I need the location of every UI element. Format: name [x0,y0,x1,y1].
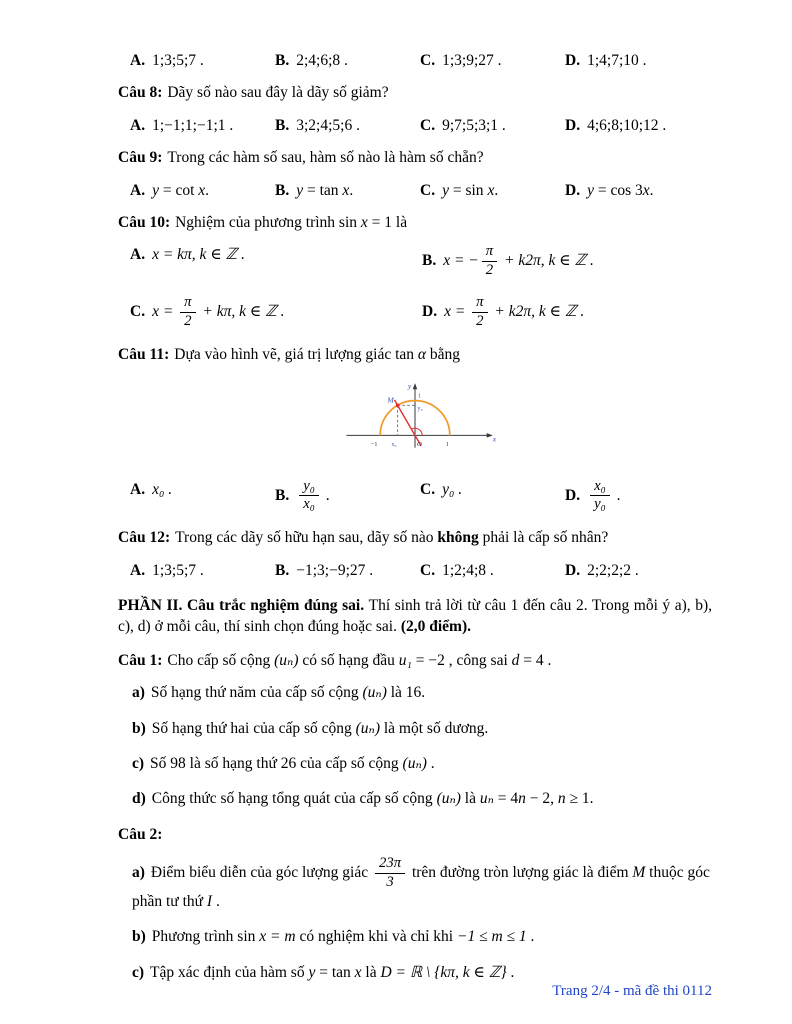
question-text: Dãy số nào sau đây là dãy số giảm? [167,84,389,102]
option-text: y = cos 3x. [587,181,654,199]
question-text: Dựa vào hình vẽ, giá trị lượng giác tan α bằng [174,345,461,363]
option-letter: C. [420,116,436,134]
option-text: y = tan x. [296,181,354,199]
option-letter: A. [130,181,146,199]
item-text: Công thức số hạng tổng quát của cấp số cộng (uₙ) là uₙ = 4n − 2, n ≥ 1. [151,790,594,808]
option-letter: A. [130,116,146,134]
option-letter: C. [420,181,436,199]
question-number: Câu 2: [118,825,163,843]
item-text: Tập xác định của hàm số y = tan x là D = ℝ \ {kπ, k ∈ ℤ} . [150,963,515,981]
option-D [565,479,712,514]
question7-options [118,50,712,71]
option-letter: D. [565,486,581,504]
item-letter: c) [132,963,145,981]
option-letter: D. [422,302,438,320]
option-D [565,115,712,136]
figure-label-O: O [417,441,422,449]
option-letter: B. [275,116,290,134]
item-letter: a) [132,864,145,882]
figure-label-1x: 1 [445,442,449,449]
option-text: x = $\frac{\pi}{2}$ + k2π, k ∈ ℤ . [444,294,585,329]
question-12 [118,527,712,548]
option-B [275,560,420,581]
option-letter: B. [275,52,290,69]
option-text: 1;3;5;7 . [152,561,204,579]
question10-options [118,244,712,330]
tf1-item-d [118,788,712,809]
unit-circle-figure [118,376,712,468]
option-text: x = $\frac{\pi}{2}$ + kπ, k ∈ ℤ . [152,294,285,329]
option-D [565,560,712,581]
item-text: Số 98 là số hạng thứ 26 của cấp số cộng (uₙ) . [150,754,435,772]
option-D [422,295,712,330]
option-text: y = sin x. [442,181,499,199]
option-A [130,115,275,136]
y-axis-arrow-icon [413,383,418,389]
unit-circle-svg [327,376,503,462]
tf1-item-b [118,718,712,739]
question-number: Câu 8: [118,84,163,102]
option-D [565,180,712,201]
option-C [420,560,565,581]
option-letter: C. [420,52,436,69]
option-A [130,479,275,514]
item-text: Số hạng thứ hai của cấp số cộng (uₙ) là một số dương. [151,719,489,737]
option-letter: D. [565,561,581,579]
option-B [275,479,420,514]
page-footer: Trang 2/4 - mã đề thi 0112 [552,983,712,1000]
option-C [420,115,565,136]
option-C [420,180,565,201]
option-B [275,115,420,136]
option-B [275,180,420,201]
question-number: Câu 9: [118,149,163,167]
option-A [130,244,422,279]
item-text: Số hạng thứ năm của cấp số cộng (uₙ) là 16. [150,684,426,702]
option-text: −1;3;−9;27 . [296,561,374,579]
question8-options [118,115,712,136]
option-text: 2;4;6;8 . [296,52,348,69]
option-text: 4;6;8;10;12 . [587,116,667,134]
option-letter: A. [130,561,146,579]
figure-label-minus1: −1 [370,442,378,449]
option-letter: D. [565,116,581,134]
option-letter: B. [275,561,290,579]
figure-label-y0: y₀ [417,405,423,412]
option-A [130,560,275,581]
option-letter: D. [565,52,581,69]
option-text: y = cot x. [152,181,210,199]
question-8 [118,82,712,103]
question-text: Cho cấp số cộng (uₙ) có số hạng đầu u₁ = −2 , công sai d = 4 . [167,651,552,669]
question-number: Câu 12: [118,529,171,547]
option-letter: A. [130,52,146,69]
item-text: Phương trình sin x = m có nghiệm khi và chỉ khi −1 ≤ m ≤ 1 . [151,928,535,946]
option-letter: B. [422,252,437,270]
option-text: 2;2;2;2 . [587,561,639,579]
question12-options [118,560,712,581]
question-11 [118,344,712,365]
option-letter: C. [130,302,146,320]
figure-label-M: M [387,395,394,405]
figure-label-x: x [492,434,497,444]
tf-question-1 [118,650,712,671]
question9-options [118,180,712,201]
option-letter: C. [420,561,436,579]
option-text: 1;3;5;7 . [152,52,204,69]
option-text: x₀ . [152,480,173,498]
item-text: Điểm biểu diễn của góc lượng giác $\frac{23\pi}{3}$ trên đường tròn lượng giác là điểm M thuộc góc phần tư thứ I . [132,855,710,910]
tf2-item-b [118,926,712,947]
option-text: 1;4;7;10 . [587,52,647,69]
question-number: Câu 11: [118,345,170,363]
option-letter: C. [420,480,436,498]
item-letter: b) [132,928,146,946]
tf1-item-a [118,682,712,703]
figure-label-1y: 1 [418,393,422,400]
option-text: 1;2;4;8 . [442,561,494,579]
item-letter: d) [132,790,146,808]
item-letter: b) [132,719,146,737]
question-text: Trong các dãy số hữu hạn sau, dãy số nào không phải là cấp số nhân? [175,529,609,547]
question-10 [118,212,712,233]
tf2-item-c [118,962,712,983]
item-letter: a) [132,684,145,702]
point-M-dot [396,404,400,408]
option-A [130,50,275,71]
option-letter: A. [130,480,146,498]
question-9 [118,147,712,168]
option-text: 1;3;9;27 . [442,52,502,69]
option-B [275,50,420,71]
question-text: Trong các hàm số sau, hàm số nào là hàm số chẵn? [167,149,484,167]
option-letter: A. [130,246,146,264]
question-text: Nghiệm của phương trình sin x = 1 là [175,213,408,231]
option-A [130,180,275,201]
tf1-item-c [118,753,712,774]
figure-label-y: y [407,381,412,391]
question11-options [118,479,712,514]
option-letter: B. [275,486,290,504]
question-number: Câu 10: [118,213,171,231]
item-letter: c) [132,754,145,772]
option-letter: D. [565,181,581,199]
option-text: 1;−1;1;−1;1 . [152,116,234,134]
option-text: y₀ . [442,480,463,498]
option-text: 9;7;5;3;1 . [442,116,506,134]
option-C [420,479,565,514]
option-text: $\frac{\text{x₀}}{\text{y₀}}$ . [587,487,620,504]
option-text: $\frac{\text{y₀}}{\text{x₀}}$ . [296,487,329,504]
figure-label-x0: x₀ [391,442,397,449]
question-number: Câu 1: [118,651,163,669]
option-B [422,244,712,279]
option-C [420,50,565,71]
option-text: x = kπ, k ∈ ℤ . [152,246,245,264]
option-text: x = − $\frac{\pi}{2}$ + k2π, k ∈ ℤ . [443,243,594,279]
option-D [565,50,712,71]
part2-heading: PHẦN II. Câu trắc nghiệm đúng sai. Thí sinh trả lời từ câu 1 đến câu 2. Trong mỗi ý a), b), c), d) ở mỗi câu, thí sinh chọn đúng hoặc sai. (2,0 điểm). [118,597,712,636]
tf2-item-a [118,856,712,912]
option-C [130,295,422,330]
tf-question-2 [118,824,712,845]
option-letter: B. [275,181,290,199]
option-text: 3;2;4;5;6 . [296,116,360,134]
